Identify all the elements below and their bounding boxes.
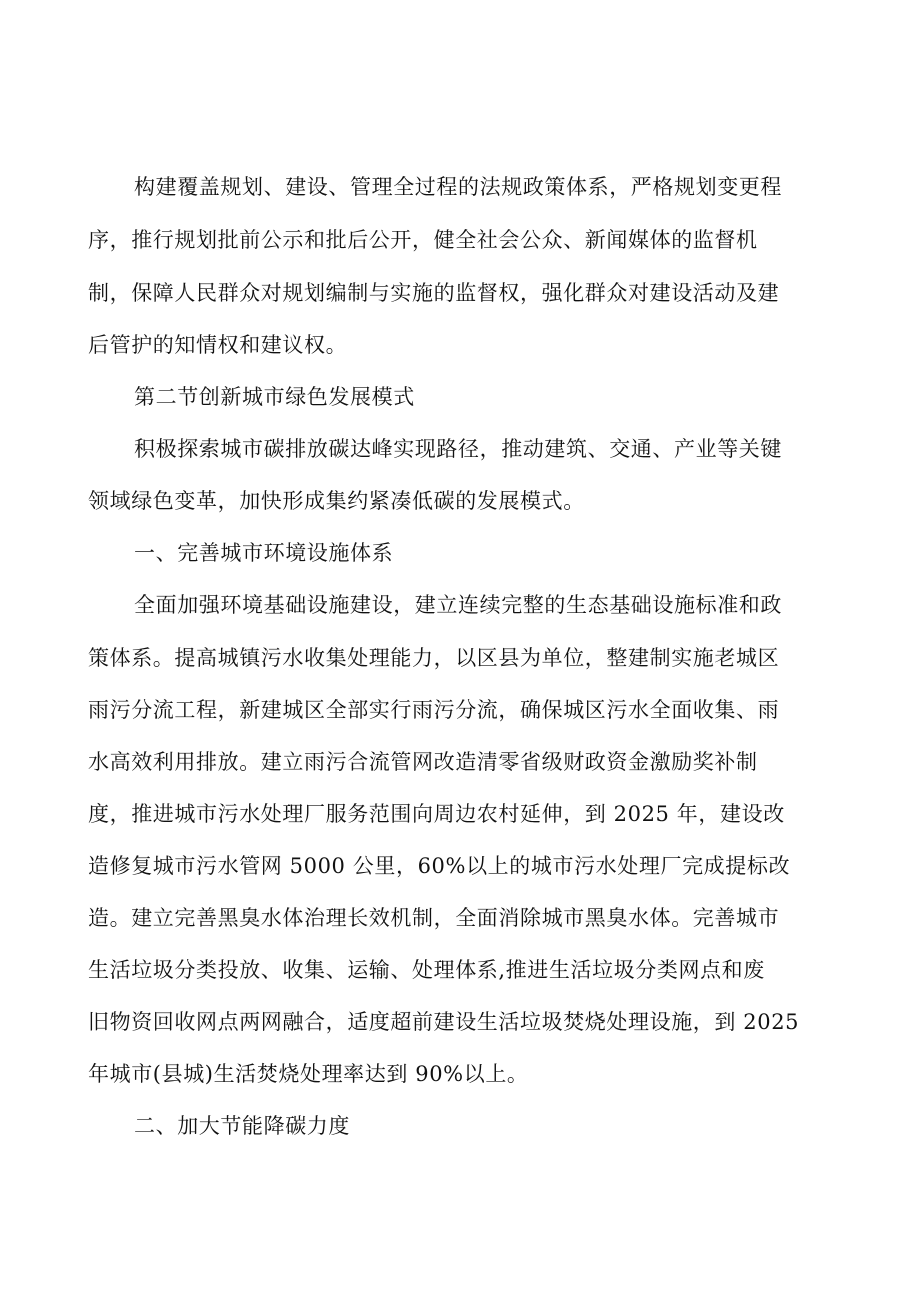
paragraph-3-line-9: 旧物资回收网点两网融合，适度超前建设生活垃圾焚烧处理设施，到 2025 [88, 1010, 800, 1034]
paragraph-3-line-3: 雨污分流工程，新建城区全部实行雨污分流，确保城区污水全面收集、雨 [88, 698, 780, 722]
paragraph-3-line-5: 度，推进城市污水处理厂服务范围向周边农村延伸，到 2025 年，建设改 [88, 802, 785, 826]
paragraph-2-line-2: 领域绿色变革，加快形成集约紧凑低碳的发展模式。 [88, 489, 585, 513]
paragraph-1-line-2: 序，推行规划批前公示和批后公开，健全社会公众、新闻媒体的监督机 [88, 228, 758, 252]
paragraph-1-line-3: 制，保障人民群众对规划编制与实施的监督权，强化群众对建设活动及建 [88, 281, 780, 305]
paragraph-1-line-4: 后管护的知情权和建议权。 [88, 333, 348, 357]
subsection-heading-1: 一、完善城市环境设施体系 [134, 541, 394, 565]
paragraph-3-line-7: 造。建立完善黑臭水体治理长效机制，全面消除城市黑臭水体。完善城市 [88, 906, 780, 930]
paragraph-3-line-1: 全面加强环境基础设施建设，建立连续完整的生态基础设施标准和政 [134, 593, 782, 617]
section-heading: 第二节创新城市绿色发展模式 [134, 385, 415, 409]
paragraph-3-line-8: 生活垃圾分类投放、收集、运输、处理体系,推进生活垃圾分类网点和废 [88, 958, 765, 982]
paragraph-3-line-10: 年城市(县城)生活焚烧处理率达到 90%以上。 [88, 1062, 529, 1086]
paragraph-1-line-1: 构建覆盖规划、建设、管理全过程的法规政策体系，严格规划变更程 [134, 175, 782, 199]
paragraph-3-line-6: 造修复城市污水管网 5000 公里，60%以上的城市污水处理厂完成提标改 [88, 854, 791, 878]
paragraph-2-line-1: 积极探索城市碳排放碳达峰实现路径，推动建筑、交通、产业等关键 [134, 437, 782, 461]
paragraph-3-line-4: 水高效利用排放。建立雨污合流管网改造清零省级财政资金激励奖补制 [88, 750, 758, 774]
paragraph-3-line-2: 策体系。提高城镇污水收集处理能力，以区县为单位，整建制实施老城区 [88, 646, 780, 670]
subsection-heading-2: 二、加大节能降碳力度 [134, 1114, 350, 1138]
